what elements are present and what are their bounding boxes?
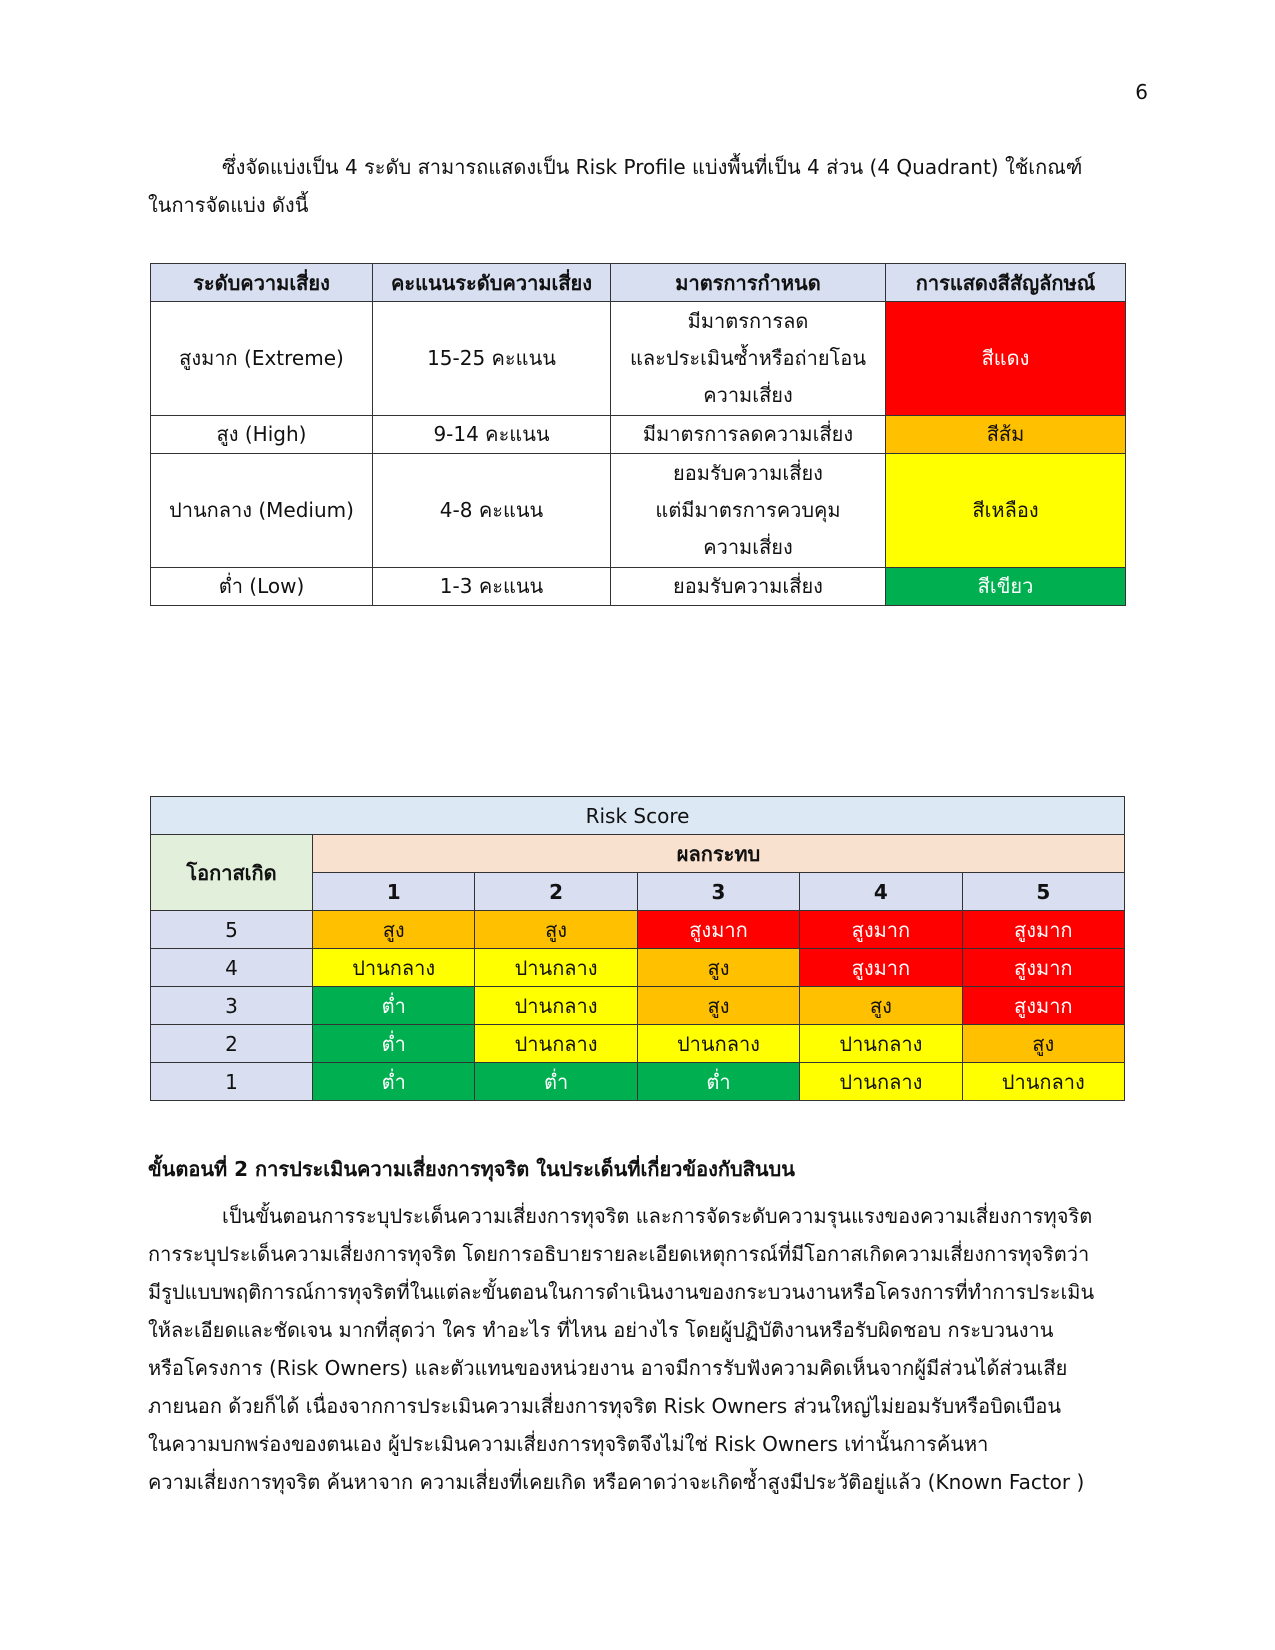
matrix-cell: ปานกลาง (800, 1063, 962, 1101)
matrix-cell: สูง (475, 911, 637, 949)
body-line: ความเสี่ยงการทุจริต ค้นหาจาก ความเสี่ยงที่เคยเกิด หรือคาดว่าจะเกิดซ้ำสูงมีประวัติอยู่แล้ว (Known Factor ) (148, 1470, 1085, 1494)
risk-level-cell: ปานกลาง (Medium) (151, 454, 373, 568)
intro-paragraph (148, 148, 1118, 224)
matrix-cell: สูง (313, 911, 475, 949)
risk-score-cell: 9-14 คะแนน (373, 416, 611, 454)
body-line: การระบุประเด็นความเสี่ยงการทุจริต โดยการอธิบายรายละเอียดเหตุการณ์ที่มีโอกาสเกิดความเสี่ยงการทุจริตว่า (148, 1242, 1090, 1266)
measure-cell (611, 302, 886, 416)
measure-line: แต่มีมาตรการควบคุม (655, 498, 841, 522)
matrix-title: Risk Score (151, 797, 1125, 835)
body-line: หรือโครงการ (Risk Owners) และตัวแทนของหน่วยงาน อาจมีการรับฟังความคิดเห็นจากผู้มีส่วนได้ส่วนเสีย (148, 1356, 1068, 1380)
matrix-cell: สูงมาก (637, 911, 799, 949)
body-line: ในความบกพร่องของตนเอง ผู้ประเมินความเสี่ยงการทุจริตจึงไม่ใช่ Risk Owners เท่านั้นการค้นหา (148, 1432, 989, 1456)
risk-score-cell: 1-3 คะแนน (373, 568, 611, 606)
measure-line: มีมาตรการลด (687, 309, 809, 333)
matrix-cell: ต่ำ (313, 987, 475, 1025)
impact-header: ผลกระทบ (313, 835, 1125, 873)
matrix-cell: สูงมาก (800, 949, 962, 987)
table-row (151, 302, 1126, 416)
color-symbol-cell: สีเหลือง (886, 454, 1126, 568)
matrix-cell: ปานกลาง (637, 1025, 799, 1063)
measure-line: ความเสี่ยง (703, 383, 793, 407)
intro-line: ในการจัดแบ่ง ดังนี้ (148, 193, 309, 217)
impact-value: 2 (475, 873, 637, 911)
risk-level-cell: สูงมาก (Extreme) (151, 302, 373, 416)
matrix-cell: ปานกลาง (475, 1025, 637, 1063)
matrix-cell: ปานกลาง (475, 949, 637, 987)
risk-score-matrix (150, 796, 1125, 1101)
risk-level-cell: ต่ำ (Low) (151, 568, 373, 606)
matrix-row (151, 911, 1125, 949)
likelihood-value: 2 (151, 1025, 313, 1063)
body-line: ให้ละเอียดและชัดเจน มากที่สุดว่า ใคร ทำอะไร ที่ไหน อย่างไร โดยผู้ปฏิบัติงานหรือรับผิดชอบ กระบวนงาน (148, 1318, 1054, 1342)
matrix-row (151, 1063, 1125, 1101)
matrix-cell: ต่ำ (313, 1063, 475, 1101)
risk-score-cell: 15-25 คะแนน (373, 302, 611, 416)
likelihood-header: โอกาสเกิด (151, 835, 313, 911)
matrix-cell: ปานกลาง (475, 987, 637, 1025)
likelihood-value: 5 (151, 911, 313, 949)
matrix-cell: สูง (637, 987, 799, 1025)
impact-value: 5 (962, 873, 1124, 911)
matrix-cell: สูงมาก (962, 911, 1124, 949)
risk-score-cell: 4-8 คะแนน (373, 454, 611, 568)
measure-cell (611, 416, 886, 454)
measure-line: มีมาตรการลดความเสี่ยง (642, 422, 854, 446)
impact-value: 4 (800, 873, 962, 911)
color-symbol-cell: สีส้ม (886, 416, 1126, 454)
intro-line: ซึ่งจัดแบ่งเป็น 4 ระดับ สามารถแสดงเป็น Risk Profile แบ่งพื้นที่เป็น 4 ส่วน (4 Quadrant) ใช้เกณฑ์ (222, 155, 1083, 179)
page-number: 6 (1135, 80, 1148, 104)
section-paragraph (148, 1197, 1118, 1501)
matrix-cell: สูงมาก (800, 911, 962, 949)
matrix-header-row (151, 835, 1125, 873)
matrix-row (151, 987, 1125, 1025)
measure-cell (611, 454, 886, 568)
measure-line: ยอมรับความเสี่ยง (673, 461, 823, 485)
matrix-cell: สูง (962, 1025, 1124, 1063)
risk-level-cell: สูง (High) (151, 416, 373, 454)
matrix-cell: ปานกลาง (800, 1025, 962, 1063)
body-line: ภายนอก ด้วยก็ได้ เนื่องจากการประเมินความเสี่ยงการทุจริต Risk Owners ส่วนใหญ่ไม่ยอมรับหรือบิดเบือน (148, 1394, 1062, 1418)
section-heading: ขั้นตอนที่ 2 การประเมินความเสี่ยงการทุจริต ในประเด็นที่เกี่ยวข้องกับสินบน (148, 1157, 795, 1181)
table-row (151, 454, 1126, 568)
impact-value: 3 (637, 873, 799, 911)
likelihood-value: 3 (151, 987, 313, 1025)
matrix-cell: ปานกลาง (313, 949, 475, 987)
measure-line: และประเมินซ้ำหรือถ่ายโอน (630, 346, 866, 370)
matrix-cell: สูง (637, 949, 799, 987)
header-measure: มาตรการกำหนด (611, 264, 886, 302)
body-line: เป็นขั้นตอนการระบุประเด็นความเสี่ยงการทุจริต และการจัดระดับความรุนแรงของความเสี่ยงการทุจริต (222, 1204, 1093, 1228)
risk-level-table (150, 263, 1126, 606)
matrix-cell: ต่ำ (475, 1063, 637, 1101)
matrix-cell: สูงมาก (962, 987, 1124, 1025)
likelihood-value: 4 (151, 949, 313, 987)
matrix-title-row (151, 797, 1125, 835)
matrix-row (151, 949, 1125, 987)
measure-line: ความเสี่ยง (703, 535, 793, 559)
header-risk-level: ระดับความเสี่ยง (151, 264, 373, 302)
color-symbol-cell: สีแดง (886, 302, 1126, 416)
header-risk-score: คะแนนระดับความเสี่ยง (373, 264, 611, 302)
color-symbol-cell: สีเขียว (886, 568, 1126, 606)
header-color-symbol: การแสดงสีสัญลักษณ์ (886, 264, 1126, 302)
matrix-cell: ปานกลาง (962, 1063, 1124, 1101)
matrix-row (151, 1025, 1125, 1063)
body-line: มีรูปแบบพฤติการณ์การทุจริตที่ในแต่ละขั้นตอนในการดำเนินงานของกระบวนงานหรือโครงการที่ทำการประเมิน (148, 1280, 1095, 1304)
matrix-cell: สูง (800, 987, 962, 1025)
matrix-cell: ต่ำ (313, 1025, 475, 1063)
table-header-row (151, 264, 1126, 302)
likelihood-value: 1 (151, 1063, 313, 1101)
measure-cell (611, 568, 886, 606)
impact-value: 1 (313, 873, 475, 911)
table-row (151, 568, 1126, 606)
table-row (151, 416, 1126, 454)
matrix-cell: สูงมาก (962, 949, 1124, 987)
measure-line: ยอมรับความเสี่ยง (673, 574, 823, 598)
matrix-cell: ต่ำ (637, 1063, 799, 1101)
